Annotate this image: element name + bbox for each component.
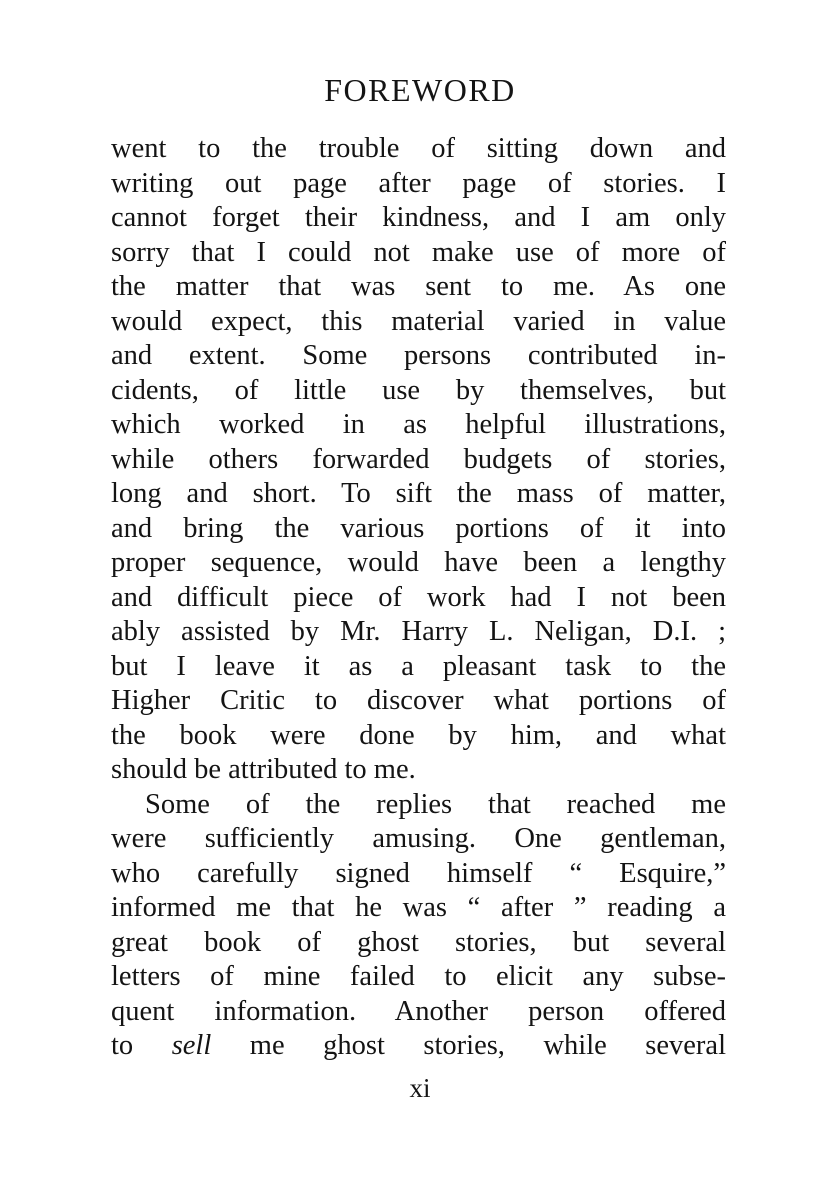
- text-line: proper sequence, would have been a lengthy: [111, 547, 726, 578]
- text-line: cidents, of little use by themselves, but: [111, 374, 726, 406]
- text-line: Some of the replies that reached me: [145, 788, 726, 820]
- italic-word: sell: [171, 1030, 212, 1061]
- text-line: would expect, this material varied in value: [111, 305, 726, 337]
- text-line: sorry that I could not make use of more of: [111, 236, 726, 268]
- text-line: and bring the various portions of it into: [111, 512, 726, 544]
- text-line: were sufficiently amusing. One gentleman,: [111, 823, 726, 854]
- text-fragment: to: [111, 1030, 172, 1061]
- page-number: xi: [409, 1073, 431, 1103]
- text-line: ably assisted by Mr. Harry L. Neligan, D.I. ;: [111, 616, 726, 647]
- text-line: should be attributed to me.: [111, 754, 416, 785]
- text-line: writing out page after page of stories. I: [111, 167, 726, 199]
- text-line: cannot forget their kindness, and I am only: [111, 202, 726, 233]
- text-line: Higher Critic to discover what portions of: [111, 685, 726, 716]
- text-line: letters of mine failed to elicit any subse-: [111, 961, 726, 992]
- paragraph-1: [111, 132, 726, 788]
- paragraph-2: [111, 788, 726, 1064]
- text-line: the matter that was sent to me. As one: [111, 271, 726, 302]
- text-line-final: [111, 1029, 726, 1064]
- text-line: the book were done by him, and what: [111, 719, 726, 751]
- text-line: while others forwarded budgets of stories,: [111, 443, 726, 475]
- text-line: long and short. To sift the mass of matter,: [111, 478, 726, 509]
- text-line: went to the trouble of sitting down and: [111, 133, 726, 164]
- text-line: quent information. Another person offered: [111, 995, 726, 1027]
- text-line: which worked in as helpful illustrations,: [111, 409, 726, 440]
- text-line: informed me that he was “ after ” reading a: [111, 892, 726, 923]
- body-text: [111, 132, 726, 1064]
- text-fragment: me ghost stories, while several: [211, 1030, 726, 1061]
- text-line: but I leave it as a pleasant task to the: [111, 650, 726, 682]
- text-line: and difficult piece of work had I not been: [111, 581, 726, 613]
- running-header: FOREWORD: [324, 72, 516, 108]
- text-line: great book of ghost stories, but several: [111, 926, 726, 958]
- text-line: who carefully signed himself “ Esquire,”: [111, 857, 726, 889]
- text-line: and extent. Some persons contributed in-: [111, 340, 726, 371]
